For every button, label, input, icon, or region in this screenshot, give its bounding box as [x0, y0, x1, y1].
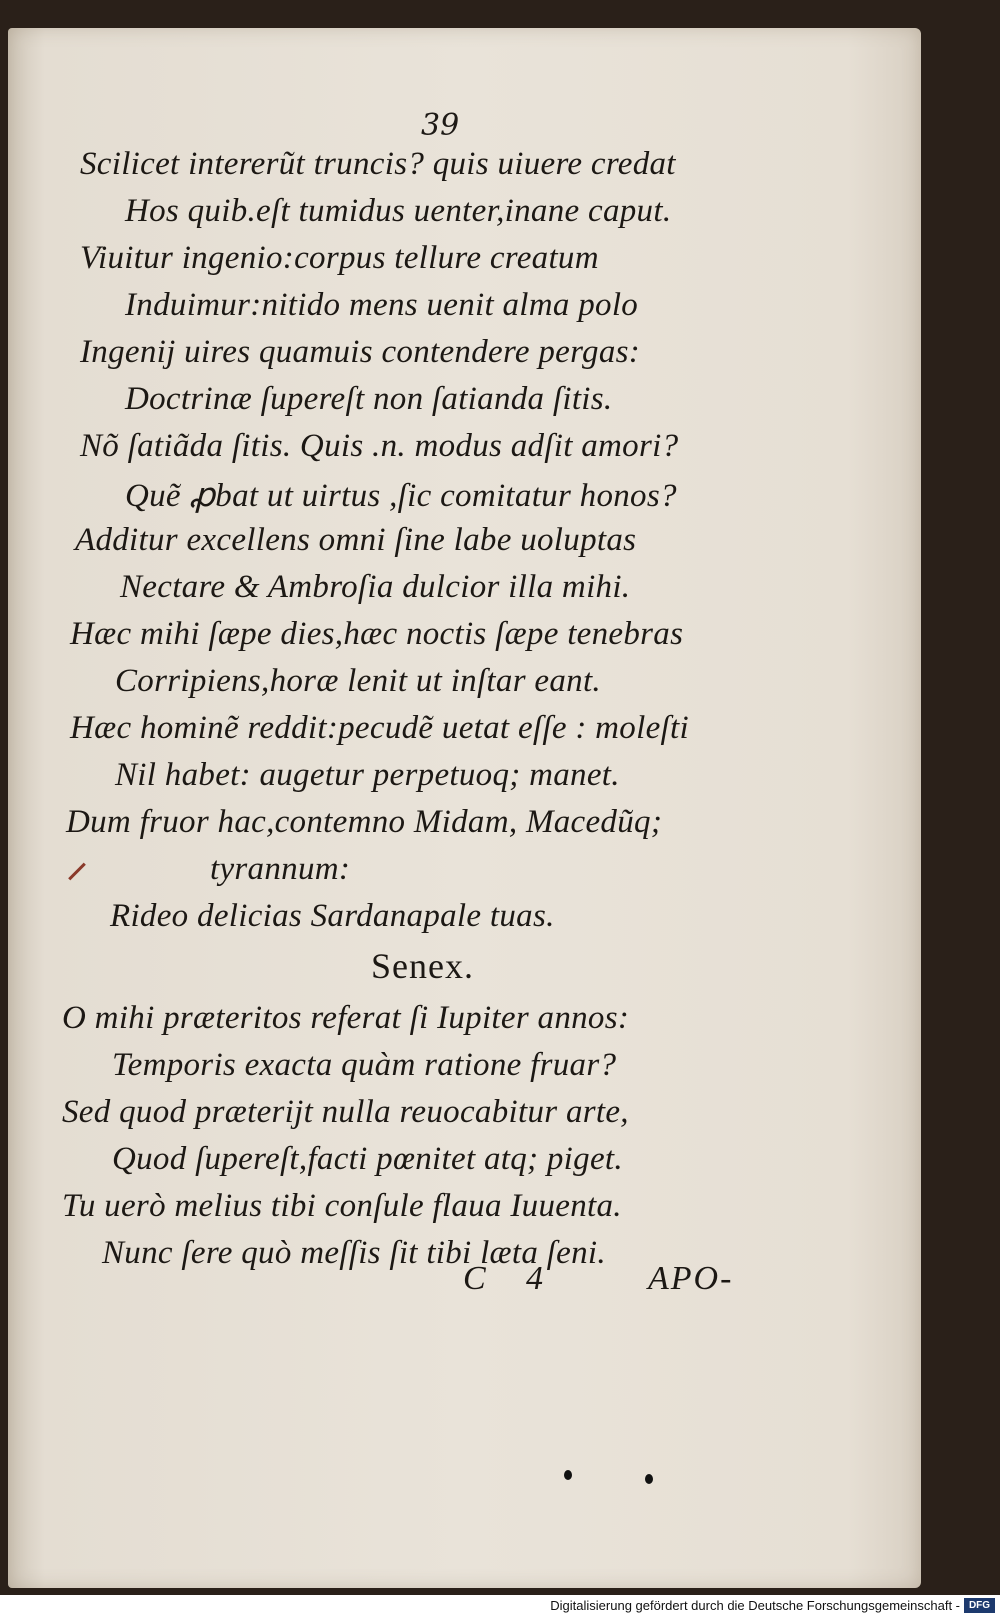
ink-dot — [564, 1470, 572, 1480]
footer-credit: Digitalisierung gefördert durch die Deutsche Forschungsgemeinschaft - — [550, 1598, 960, 1613]
book-page — [8, 28, 921, 1588]
footer-bar — [0, 1595, 1000, 1617]
senex-line: Quod ſupereſt,facti pœnitet atq; piget. — [112, 1141, 623, 1177]
page-number: 39 — [421, 108, 460, 143]
poem-line: Dum fruor hac,contemno Midam, Macedũq; — [66, 804, 663, 840]
senex-line: O mihi præteritos referat ſi Iupiter annos: — [62, 1000, 630, 1036]
poem-line: Viuitur ingenio:corpus tellure creatum — [80, 240, 599, 276]
poem-line: tyrannum: — [210, 851, 351, 887]
poem-line: Doctrinæ ſupereſt non ſatianda ſitis. — [125, 381, 613, 417]
poem-text — [8, 28, 921, 1588]
poem-line: Corripiens,horæ lenit ut inſtar eant. — [115, 663, 601, 699]
poem-line: Nil habet: augetur perpetuoq; manet. — [115, 757, 620, 793]
poem-line: Hæc mihi ſæpe dies,hæc noctis ſæpe tenebras — [70, 616, 684, 652]
signature-mark: C — [463, 1260, 486, 1297]
poem-line: Scilicet intererũt truncis? quis uiuere credat — [80, 146, 676, 182]
signature-number: 4 — [526, 1260, 543, 1297]
ink-dot — [645, 1474, 653, 1484]
poem-line: Hæc hominẽ reddit:pecudẽ uetat eſſe : moleſti — [70, 710, 689, 746]
catchword: APO- — [648, 1260, 734, 1297]
poem-line: Nõ ſatiãda ſitis. Quis .n. modus adſit amori? — [80, 428, 679, 464]
senex-line: Nunc ſere quò meſſis ſit tibi læta ſeni. — [102, 1235, 606, 1271]
dfg-logo: DFG — [964, 1598, 995, 1613]
senex-line: Tu uerò melius tibi conſule flaua Iuuenta. — [62, 1188, 622, 1224]
poem-line: Rideo delicias Sardanapale tuas. — [110, 898, 555, 934]
poem-line: Induimur:nitido mens uenit alma polo — [125, 287, 639, 323]
poem-line: Nectare & Ambroſia dulcior illa mihi. — [120, 569, 631, 605]
poem-line: Additur excellens omni ſine labe uoluptas — [75, 522, 637, 558]
senex-line: Sed quod præterijt nulla reuocabitur arte, — [62, 1094, 629, 1130]
section-heading: Senex. — [371, 946, 474, 986]
poem-line: Ingenij uires quamuis contendere pergas: — [80, 334, 641, 370]
poem-line: Quẽ ꝓbat ut uirtus ,ſic comitatur honos? — [125, 478, 677, 514]
senex-line: Temporis exacta quàm ratione fruar? — [112, 1047, 617, 1083]
poem-line: Hos quib.eſt tumidus uenter,inane caput. — [125, 193, 672, 229]
